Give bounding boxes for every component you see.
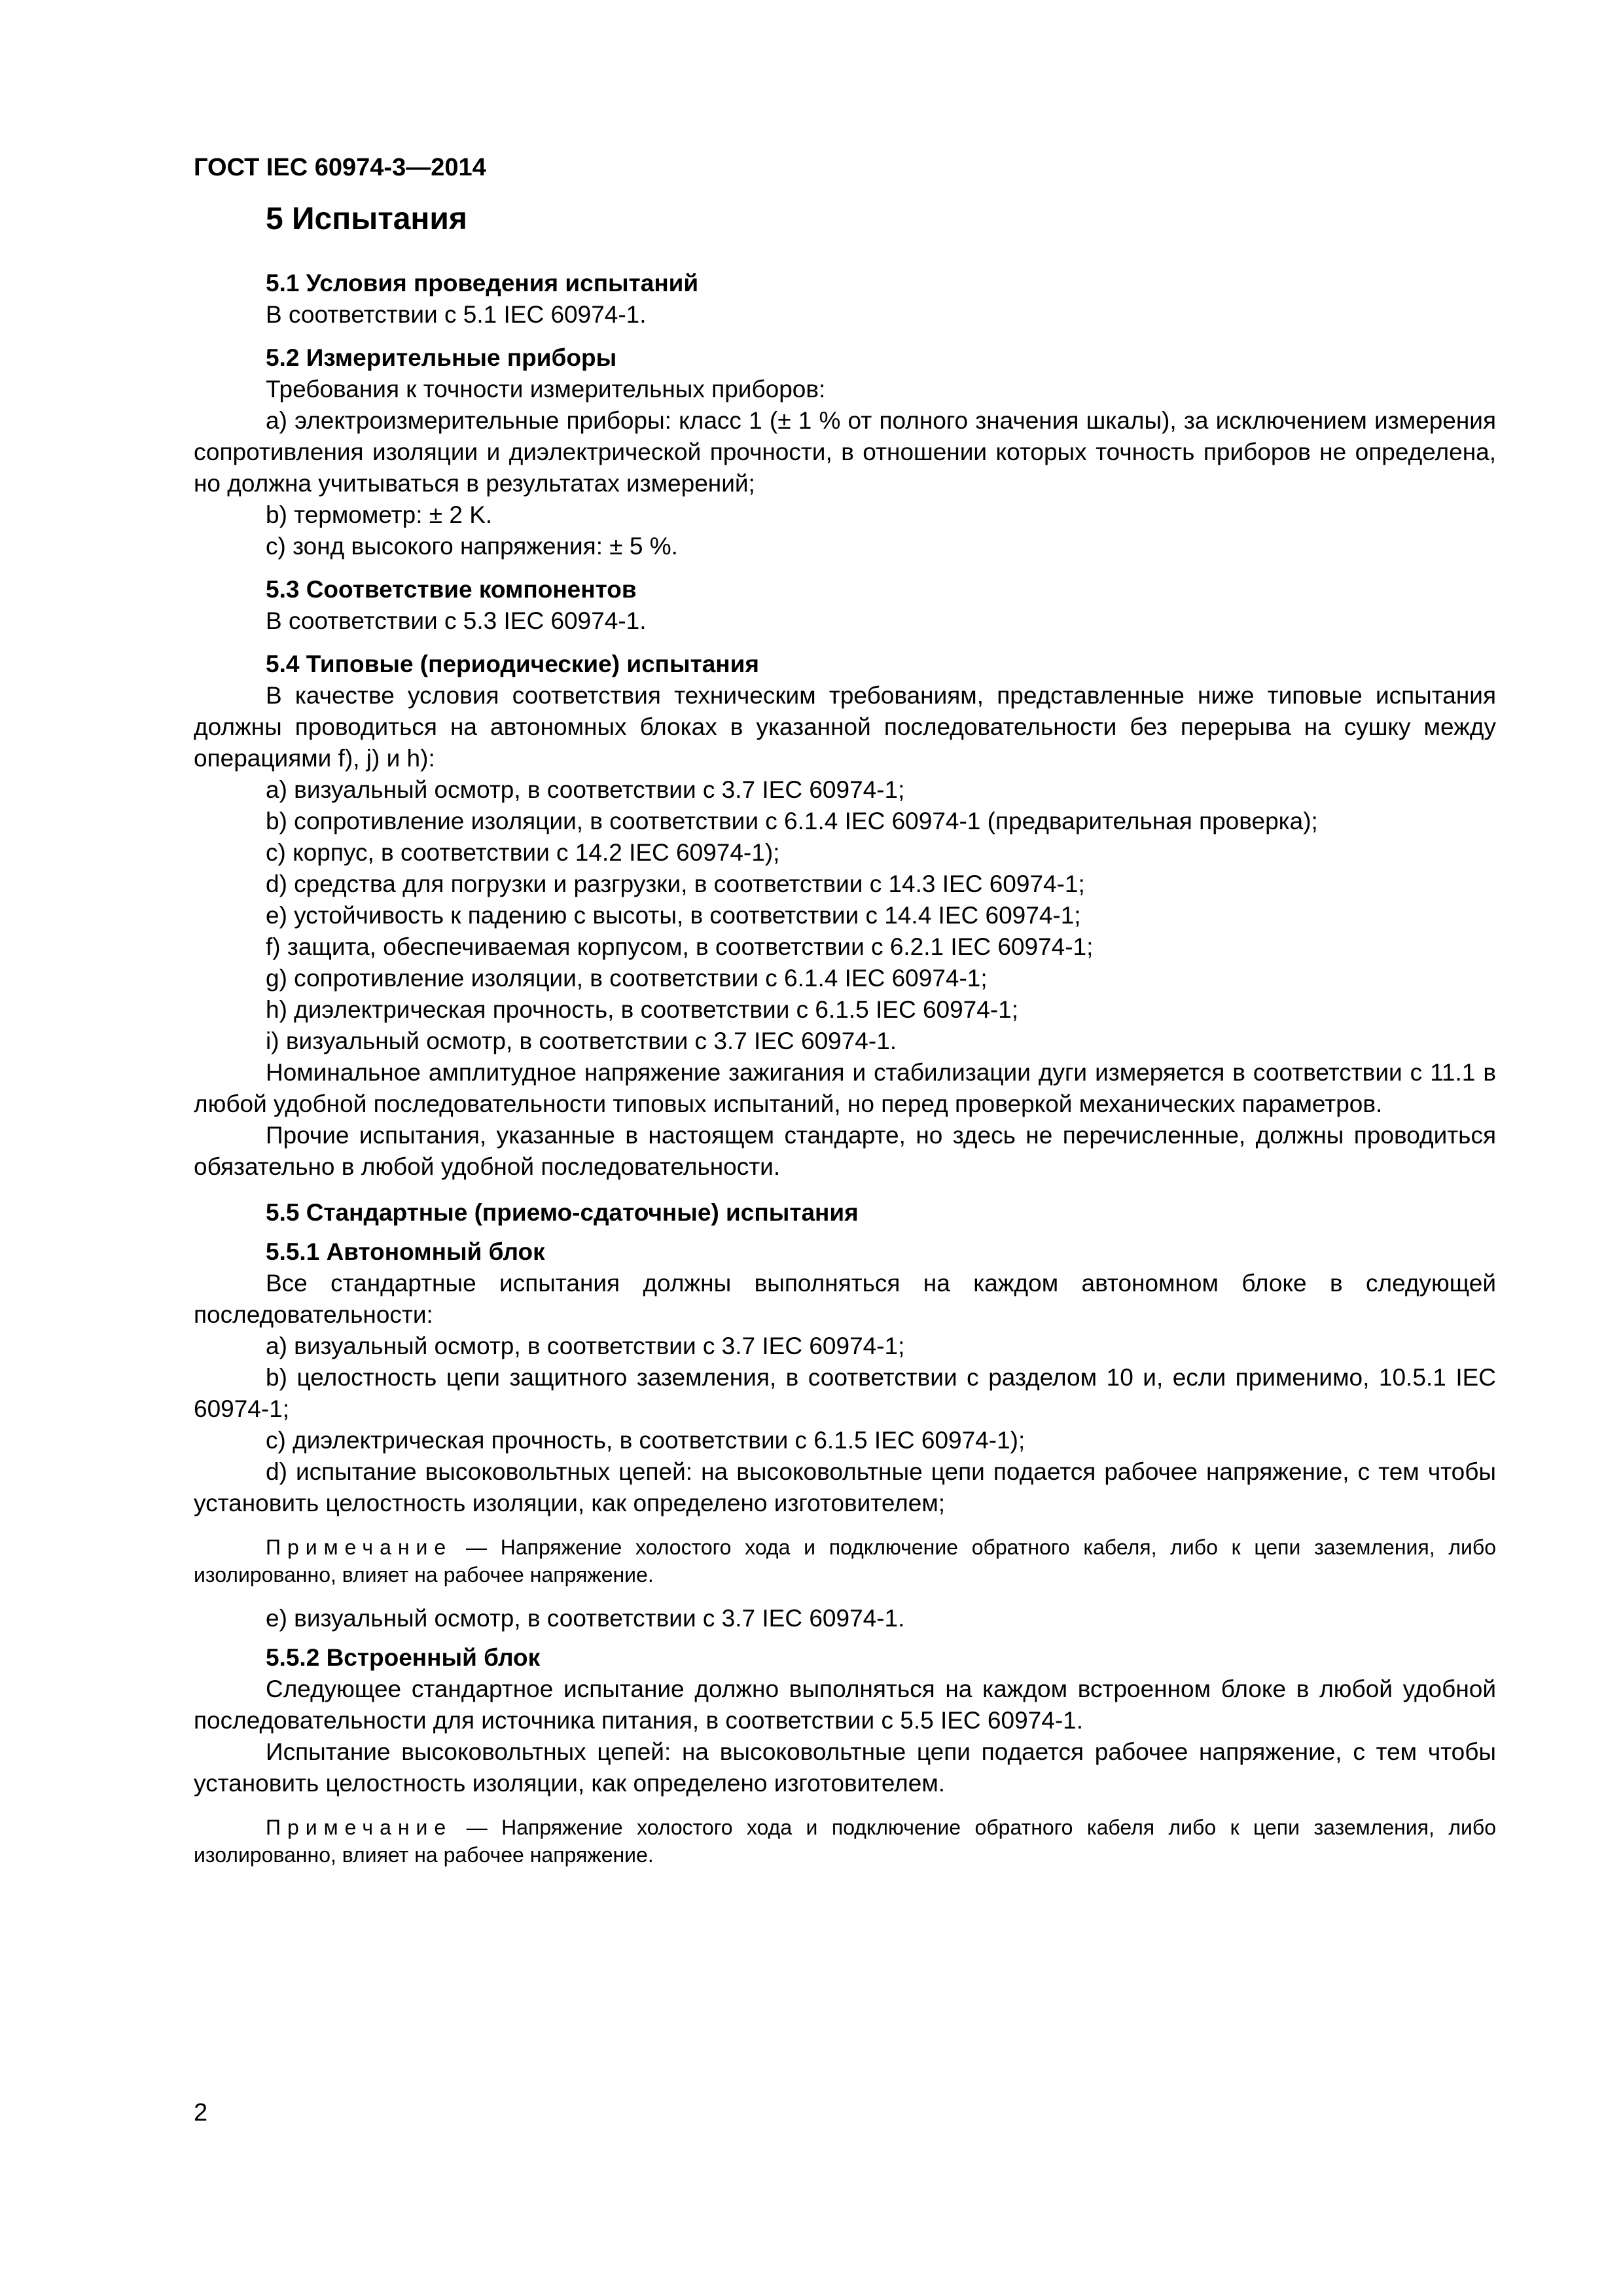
heading-5-2: 5.2 Измерительные приборы: [266, 344, 617, 371]
heading-5-5-1: 5.5.1 Автономный блок: [266, 1238, 545, 1265]
list-item-5-4-g: g) сопротивление изоляции, в соответствии с 6.1.4 IEC 60974-1;: [266, 965, 988, 992]
list-item-5-2-b: b) термометр: ± 2 K.: [266, 501, 493, 528]
text-5-1: В соответствии с 5.1 IEC 60974-1.: [266, 301, 647, 328]
heading-5-5: 5.5 Стандартные (приемо-сдаточные) испытания: [266, 1199, 859, 1226]
section-title: 5 Испытания: [266, 202, 467, 236]
list-item-5-5-1-e: e) визуальный осмотр, в соответствии с 3.7 IEC 60974-1.: [266, 1605, 905, 1632]
list-item-5-4-c: c) корпус, в соответствии с 14.2 IEC 60974-1);: [266, 839, 780, 866]
list-item-5-4-a: a) визуальный осмотр, в соответствии с 3.7 IEC 60974-1;: [266, 776, 905, 803]
heading-5-5-2: 5.5.2 Встроенный блок: [266, 1644, 541, 1671]
note-text: — Напряжение холостого хода и подключение обратного кабеля либо к цепи заземления, либо изолированно, влияет на рабочее напряжение.: [194, 1816, 1496, 1867]
list-item-5-2-a: a) электроизмерительные приборы: класс 1 (± 1 % от полного значения шкалы), за исключением измерения сопротивления изоляции и диэлектрической прочности, в отношении которых точность приборов не определена, но должна учитываться в результатах измерений;: [194, 407, 1496, 497]
list-item-5-4-i: i) визуальный осмотр, в соответствии с 3.7 IEC 60974-1.: [266, 1028, 897, 1054]
heading-5-4: 5.4 Типовые (периодические) испытания: [266, 651, 759, 677]
note-5-5-2: [194, 1814, 1496, 1869]
heading-5-1: 5.1 Условия проведения испытаний: [266, 270, 699, 296]
note-5-5-1: [194, 1534, 1496, 1588]
list-item-5-5-1-d: d) испытание высоковольтных цепей: на высоковольтные цепи подается рабочее напряжение, с тем чтобы установить целостность изоляции, как определено изготовителем;: [194, 1458, 1496, 1516]
paragraph-5-4-other: Прочие испытания, указанные в настоящем стандарте, но здесь не перечисленные, должны проводиться обязательно в любой удобной последовательности.: [194, 1122, 1496, 1180]
note-label: Примечание: [266, 1816, 453, 1839]
list-item-5-4-b: b) сопротивление изоляции, в соответствии с 6.1.4 IEC 60974-1 (предварительная проверка);: [266, 808, 1318, 834]
list-item-5-5-1-a: a) визуальный осмотр, в соответствии с 3.7 IEC 60974-1;: [266, 1333, 905, 1359]
intro-5-4: В качестве условия соответствия техническим требованиям, представленные ниже типовые испытания должны проводиться на автономных блоках в указанной последовательности без перерыва на сушку между операциями f), j) и h):: [194, 682, 1496, 772]
list-item-5-2-c: c) зонд высокого напряжения: ± 5 %.: [266, 533, 678, 560]
text-5-3: В соответствии с 5.3 IEC 60974-1.: [266, 607, 647, 634]
list-item-5-4-h: h) диэлектрическая прочность, в соответствии с 6.1.5 IEC 60974-1;: [266, 996, 1019, 1023]
paragraph-5-5-2-second: Испытание высоковольтных цепей: на высоковольтные цепи подается рабочее напряжение, с тем чтобы установить целостность изоляции, как определено изготовителем.: [194, 1738, 1496, 1797]
intro-5-5-1: Все стандартные испытания должны выполняться на каждом автономном блоке в следующей последовательности:: [194, 1270, 1496, 1328]
list-item-5-4-e: e) устойчивость к падению с высоты, в соответствии с 14.4 IEC 60974-1;: [266, 902, 1081, 929]
document-code: ГОСТ IEC 60974-3—2014: [194, 154, 486, 181]
intro-5-2: Требования к точности измерительных приборов:: [266, 376, 826, 403]
list-item-5-4-f: f) защита, обеспечиваемая корпусом, в соответствии с 6.2.1 IEC 60974-1;: [266, 933, 1094, 960]
page-content: [194, 200, 1496, 1883]
note-text: — Напряжение холостого хода и подключение обратного кабеля, либо к цепи заземления, либо изолированно, влияет на рабочее напряжение.: [194, 1535, 1496, 1587]
list-item-5-5-1-c: c) диэлектрическая прочность, в соответствии с 6.1.5 IEC 60974-1);: [266, 1427, 1026, 1454]
paragraph-5-4-arc: Номинальное амплитудное напряжение зажигания и стабилизации дуги измеряется в соответствии с 11.1 в любой удобной последовательности типовых испытаний, но перед проверкой механических параметров.: [194, 1059, 1496, 1117]
note-label: Примечание: [266, 1535, 453, 1559]
list-item-5-5-1-b: b) целостность цепи защитного заземления, в соответствии с разделом 10 и, если применимо, 10.5.1 IEC 60974-1;: [194, 1364, 1496, 1422]
list-item-5-4-d: d) средства для погрузки и разгрузки, в соответствии с 14.3 IEC 60974-1;: [266, 870, 1085, 897]
heading-5-3: 5.3 Соответствие компонентов: [266, 576, 637, 603]
page-number: 2: [194, 2099, 208, 2126]
paragraph-5-5-2-first: Следующее стандартное испытание должно выполняться на каждом встроенном блоке в любой удобной последовательности для источника питания, в соответствии с 5.5 IEC 60974-1.: [194, 1676, 1496, 1734]
